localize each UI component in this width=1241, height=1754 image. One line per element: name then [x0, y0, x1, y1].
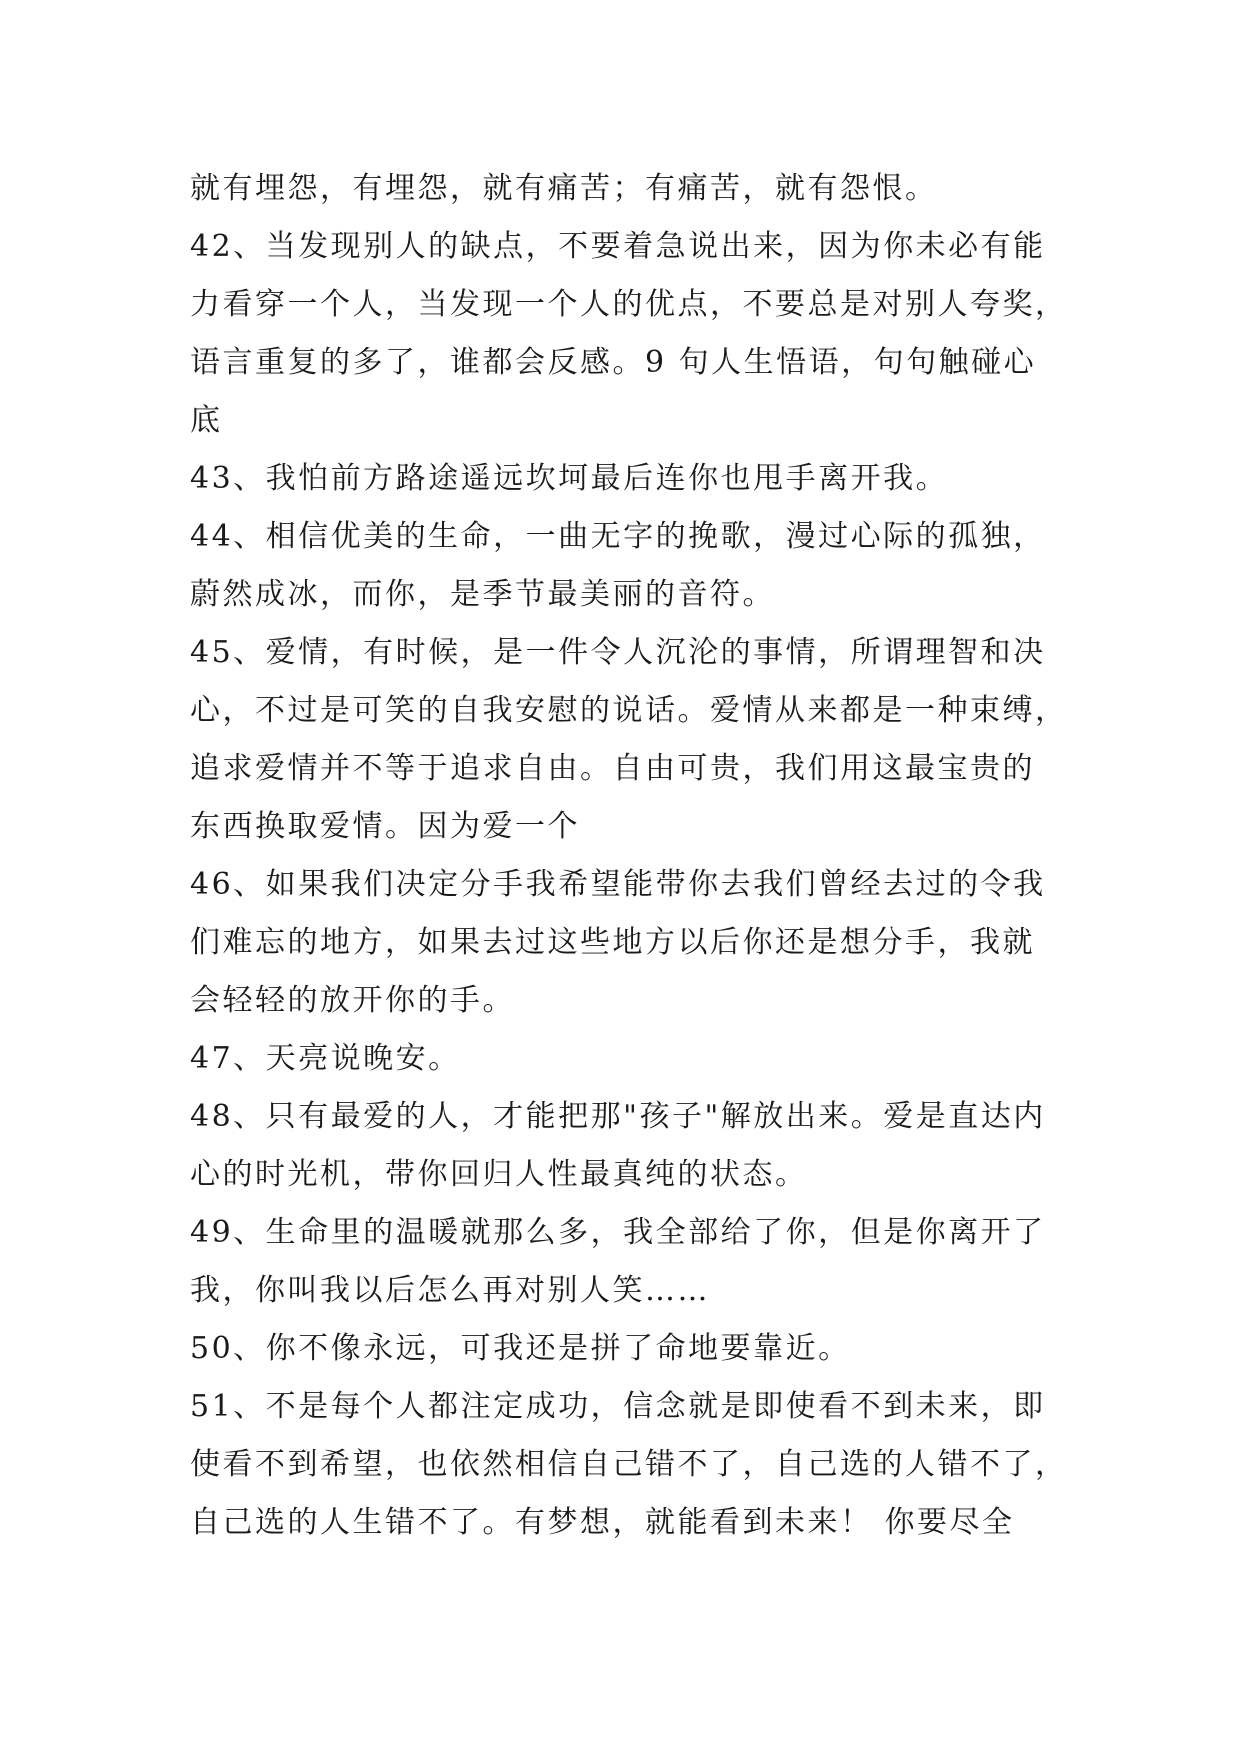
- text-line: 就有埋怨，有埋怨，就有痛苦；有痛苦，就有怨恨。: [190, 171, 938, 206]
- text-line: 力看穿一个人，当发现一个人的优点，不要总是对别人夸奖，: [190, 287, 1068, 322]
- text-line: 45、爱情，有时候，是一件令人沉沦的事情，所谓理智和决: [190, 635, 1046, 670]
- text-line: 们难忘的地方，如果去过这些地方以后你还是想分手，我就: [190, 925, 1035, 960]
- text-line: 47、天亮说晚安。: [190, 1041, 461, 1076]
- text-line: 42、当发现别人的缺点，不要着急说出来，因为你未必有能: [190, 229, 1046, 264]
- text-line: 49、生命里的温暖就那么多，我全部给了你，但是你离开了: [190, 1215, 1046, 1250]
- text-line: 底: [190, 403, 223, 438]
- text-line: 蔚然成冰，而你，是季节最美丽的音符。: [190, 577, 775, 612]
- text-line: 43、我怕前方路途遥远坎坷最后连你也甩手离开我。: [190, 461, 949, 496]
- text-line: 追求爱情并不等于追求自由。自由可贵，我们用这最宝贵的: [190, 751, 1035, 786]
- text-line: 51、不是每个人都注定成功，信念就是即使看不到未来，即: [190, 1389, 1046, 1424]
- text-line: 心的时光机，带你回归人性最真纯的状态。: [190, 1157, 808, 1192]
- text-line: 50、你不像永远，可我还是拼了命地要靠近。: [190, 1331, 851, 1366]
- text-line: 会轻轻的放开你的手。: [190, 983, 515, 1018]
- text-line: 语言重复的多了，谁都会反感。9 句人生悟语，句句触碰心: [190, 345, 1037, 380]
- text-line: 心，不过是可笑的自我安慰的说话。爱情从来都是一种束缚，: [190, 693, 1068, 728]
- text-line: 46、如果我们决定分手我希望能带你去我们曾经去过的令我: [190, 867, 1046, 902]
- text-line: 使看不到希望，也依然相信自己错不了，自己选的人错不了，: [190, 1447, 1068, 1482]
- text-line: 东西换取爱情。因为爱一个: [190, 809, 580, 844]
- text-line: 自己选的人生错不了。有梦想，就能看到未来！ 你要尽全: [190, 1505, 1015, 1540]
- document-body: [190, 160, 1068, 1552]
- text-line: 48、只有最爱的人，才能把那"孩子"解放出来。爱是直达内: [190, 1099, 1046, 1134]
- text-line: 44、相信优美的生命，一曲无字的挽歌，漫过心际的孤独，: [190, 519, 1046, 554]
- text-line: 我，你叫我以后怎么再对别人笑……: [190, 1273, 710, 1308]
